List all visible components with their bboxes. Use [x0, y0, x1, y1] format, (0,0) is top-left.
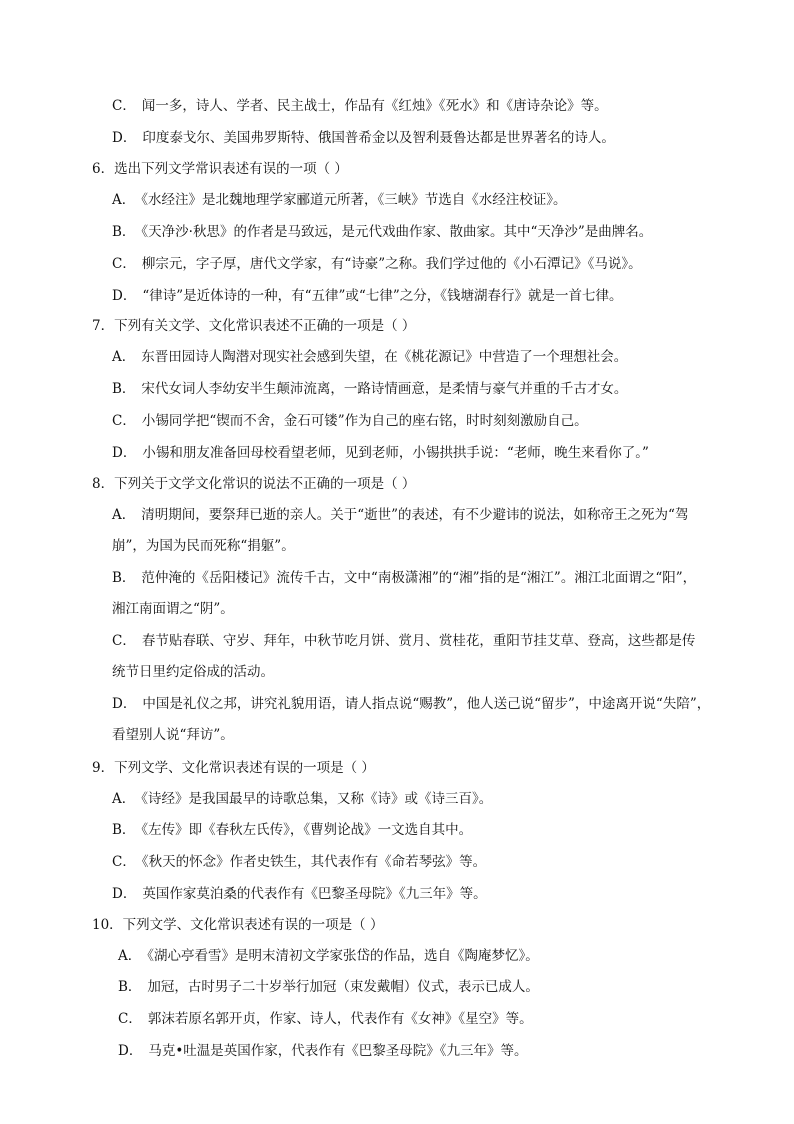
option-line: B． 《天净沙·秋思》的作者是马致远，是元代戏曲作家、散曲家。其中“天净沙”是曲牌名。 [112, 224, 653, 240]
option-continuation: 崩”，为国为民而死称“捐躯”。 [112, 538, 295, 554]
option-line: C． 春节贴春联、守岁、拜年，中秋节吃月饼、赏月、赏桂花，重阳节挂艾草、登高，这些都是传 [112, 633, 696, 649]
option-line: D． 英国作家莫泊桑的代表作有《巴黎圣母院》《九三年》等。 [112, 886, 487, 902]
question-6: 6．选出下列文学常识表述有误的一项（ ） [92, 161, 348, 177]
option-line: B． 加冠，古时男子二十岁举行加冠（束发戴帽）仪式，表示已成人。 [118, 979, 539, 995]
option-line: C． 闻一多，诗人、学者、民主战士，作品有《红烛》《死水》和《唐诗杂论》等。 [112, 98, 608, 114]
option-line: C． 《秋天的怀念》作者史铁生，其代表作有《命若琴弦》等。 [112, 854, 487, 870]
option-line: A． 清明期间，要祭拜已逝的亲人。关于“逝世”的表述，有不少避讳的说法，如称帝王之死为“驾 [112, 507, 689, 523]
option-line: D． 印度泰戈尔、美国弗罗斯特、俄国普希金以及智利聂鲁达都是世界著名的诗人。 [112, 130, 615, 146]
option-line: D． 小锡和朋友准备回母校看望老师，见到老师，小锡拱拱手说：“老师，晚生来看你了。” [112, 445, 649, 461]
option-line: B． 范仲淹的《岳阳楼记》流传千古，文中“南极潇湘”的“湘”指的是“湘江”。湘江北面谓之“阳”， [112, 570, 697, 586]
option-line: B． 《左传》即《春秋左氏传》，《曹刿论战》一文选自其中。 [112, 822, 473, 838]
option-line: D． “律诗”是近体诗的一种，有“五律”或“七律”之分，《钱塘湖春行》就是一首七律。 [112, 288, 623, 304]
option-line: B． 宋代女词人李幼安半生颠沛流离，一路诗情画意，是柔情与豪气并重的千古才女。 [112, 381, 628, 397]
option-line: D． 中国是礼仪之邦，讲究礼貌用语，请人指点说“赐教”，他人送己说“留步”，中途离开说“失陪”， [112, 696, 711, 712]
question-9: 9．下列文学、文化常识表述有误的一项是（ ） [92, 760, 375, 776]
question-7: 7．下列有关文学、文化常识表述不正确的一项是（ ） [92, 318, 416, 334]
option-line: C． 郭沫若原名郭开贞，作家、诗人，代表作有《女神》《星空》等。 [118, 1011, 533, 1027]
option-line: D． 马克•吐温是英国作家，代表作有《巴黎圣母院》《九三年》等。 [118, 1043, 528, 1059]
option-line: A． 《诗经》是我国最早的诗歌总集，又称《诗》或《诗三百》。 [112, 791, 493, 807]
question-10: 10．下列文学、文化常识表述有误的一项是（ ） [92, 917, 384, 933]
option-line: C． 小锡同学把“锲而不舍，金石可镂”作为自己的座右铭，时时刻刻激励自己。 [112, 413, 588, 429]
option-line: A． 《湖心亭看雪》是明末清初文学家张岱的作品，选自《陶庵梦忆》。 [118, 948, 539, 964]
question-8: 8．下列关于文学文化常识的说法不正确的一项是（ ） [92, 476, 416, 492]
option-line: C． 柳宗元，字子厚，唐代文学家，有“诗豪”之称。我们学过他的《小石潭记》《马说》。 [112, 256, 642, 272]
option-line: A． 东晋田园诗人陶潜对现实社会感到失望，在《桃花源记》中营造了一个理想社会。 [112, 349, 628, 365]
option-continuation: 统节日里约定俗成的活动。 [112, 664, 274, 680]
option-continuation: 看望别人说“拜访”。 [112, 727, 234, 743]
option-line: A． 《水经注》是北魏地理学家郦道元所著，《三峡》节选自《水经注校证》。 [112, 192, 567, 208]
option-continuation: 湘江南面谓之“阴”。 [112, 601, 234, 617]
